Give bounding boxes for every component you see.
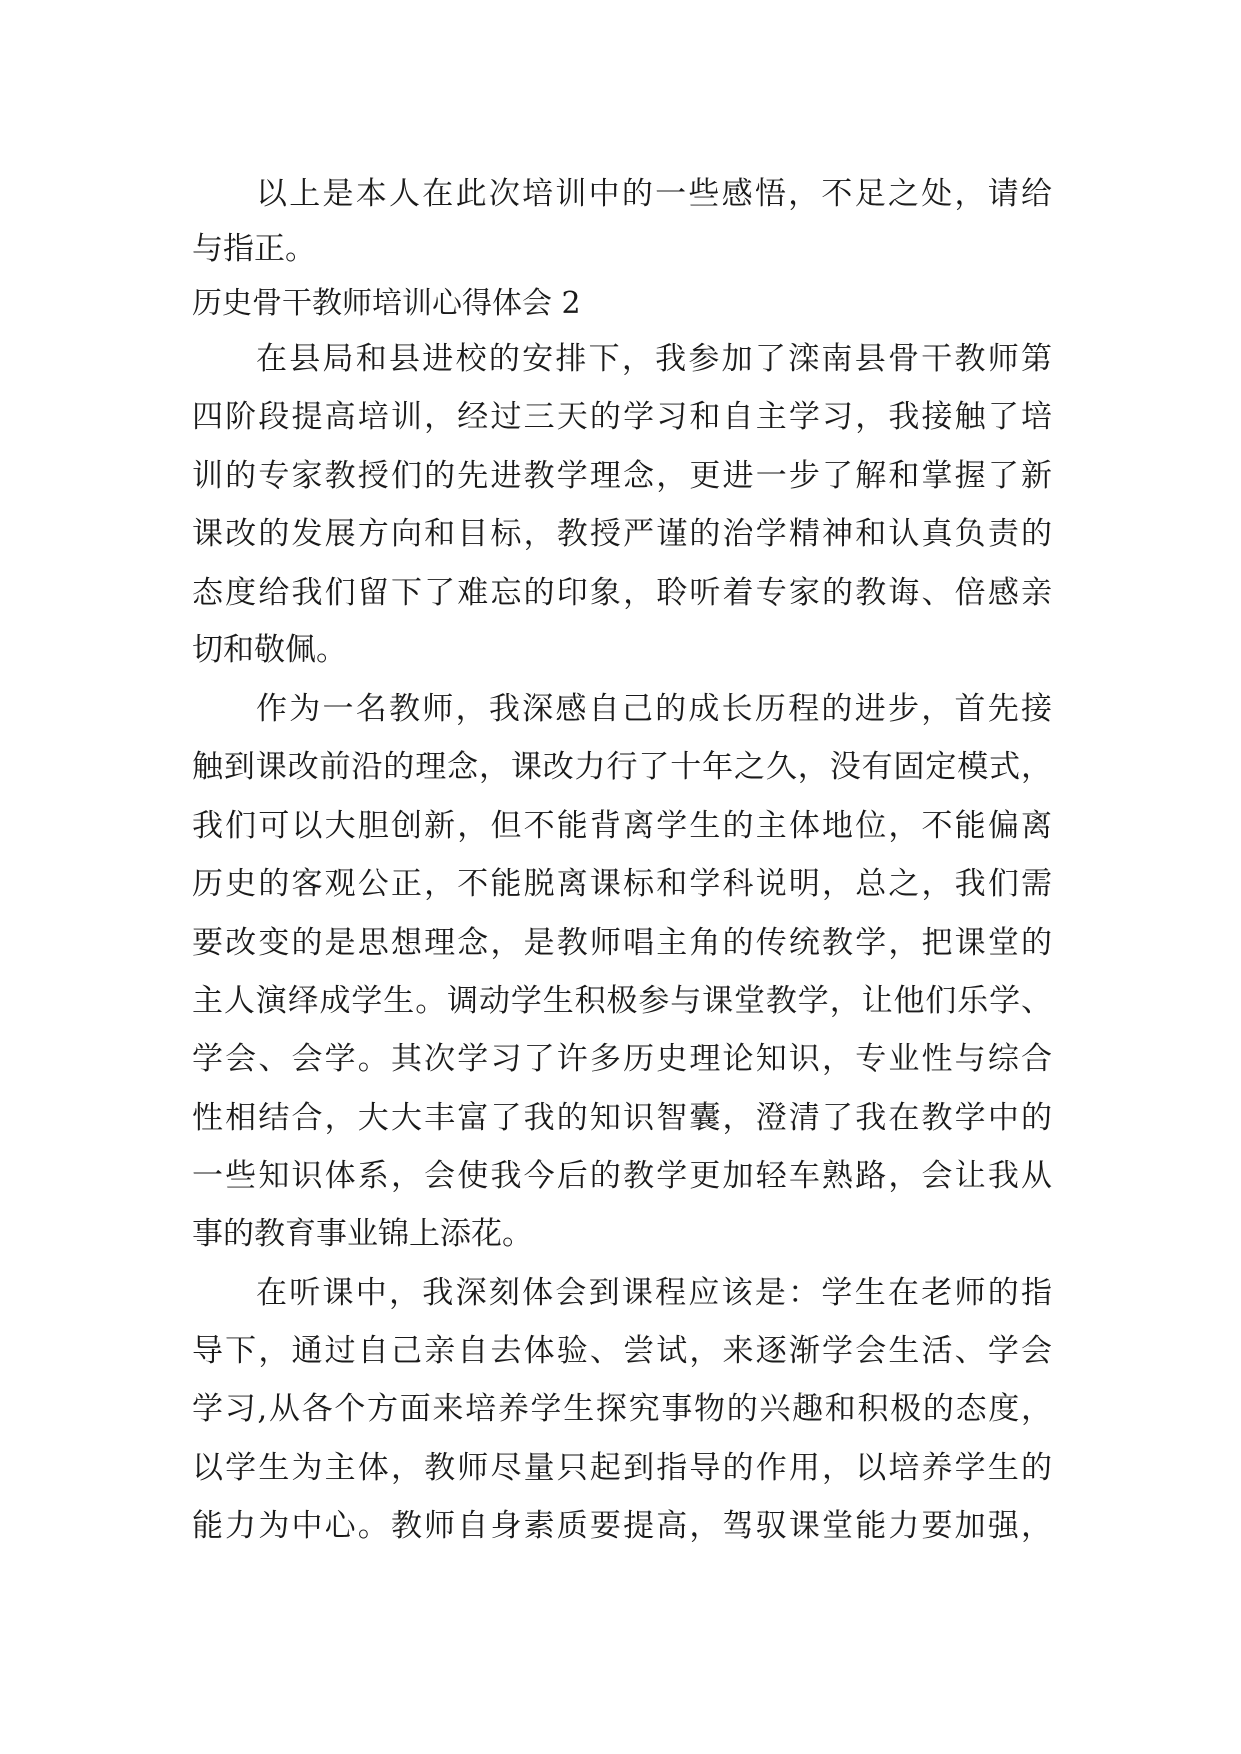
text-line: 导下，通过自己亲自去体验、尝试，来逐渐学会生活、学会 — [192, 1333, 1052, 1369]
text-line: 历史的客观公正，不能脱离课标和学科说明，总之，我们需 — [192, 866, 1052, 902]
text-line: 以上是本人在此次培训中的一些感悟，不足之处，请给 — [256, 176, 1052, 212]
text-line: 主人演绎成学生。调动学生积极参与课堂教学，让他们乐学、 — [192, 983, 1052, 1019]
text-line: 作为一名教师，我深感自己的成长历程的进步，首先接 — [256, 691, 1052, 727]
text-line: 在听课中，我深刻体会到课程应该是：学生在老师的指 — [256, 1275, 1052, 1311]
text-line: 四阶段提高培训，经过三天的学习和自主学习，我接触了培 — [192, 399, 1052, 435]
section-title: 历史骨干教师培训心得体会 2 — [192, 286, 581, 321]
text-line: 课改的发展方向和目标，教授严谨的治学精神和认真负责的 — [192, 516, 1052, 552]
text-line: 以学生为主体，教师尽量只起到指导的作用，以培养学生的 — [192, 1450, 1052, 1486]
text-line: 要改变的是思想理念，是教师唱主角的传统教学，把课堂的 — [192, 925, 1052, 961]
text-line: 学会、会学。其次学习了许多历史理论知识，专业性与综合 — [192, 1041, 1052, 1077]
text-line: 触到课改前沿的理念，课改力行了十年之久，没有固定模式， — [192, 749, 1052, 785]
text-line: 事的教育事业锦上添花。 — [192, 1216, 533, 1252]
text-line: 学习,从各个方面来培养学生探究事物的兴趣和积极的态度， — [192, 1391, 1052, 1427]
text-line: 态度给我们留下了难忘的印象，聆听着专家的教诲、倍感亲 — [192, 575, 1052, 611]
text-line: 切和敬佩。 — [192, 632, 347, 668]
text-line: 我们可以大胆创新，但不能背离学生的主体地位，不能偏离 — [192, 808, 1052, 844]
text-line: 训的专家教授们的先进教学理念，更进一步了解和掌握了新 — [192, 458, 1052, 494]
text-line: 与指正。 — [192, 231, 316, 267]
text-line: 能力为中心。教师自身素质要提高，驾驭课堂能力要加强， — [192, 1508, 1052, 1544]
text-line: 在县局和县进校的安排下，我参加了滦南县骨干教师第 — [256, 341, 1052, 377]
text-line: 一些知识体系，会使我今后的教学更加轻车熟路，会让我从 — [192, 1158, 1052, 1194]
text-line: 性相结合，大大丰富了我的知识智囊，澄清了我在教学中的 — [192, 1100, 1052, 1136]
